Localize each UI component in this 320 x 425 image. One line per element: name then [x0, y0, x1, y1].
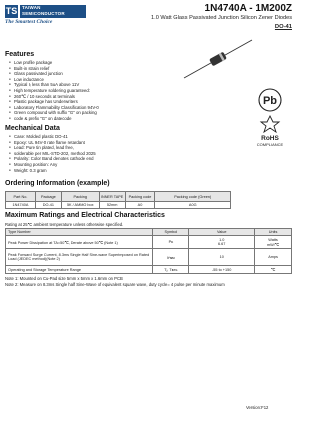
table-row — [6, 202, 231, 209]
list-item: ● Low inductance — [9, 77, 159, 83]
diode-image — [178, 34, 258, 84]
pb-badge-text: Pb — [262, 95, 278, 107]
rating-units — [255, 236, 292, 249]
list-item: ● Epoxy: UL 94V-0 rate flame retardant — [9, 140, 159, 146]
ordering-col-header: Packing — [61, 192, 99, 202]
list-item: ● High temperature soldering guaranteed: — [9, 88, 159, 94]
ratings-col-header: Symbol — [153, 229, 189, 236]
ordering-col-header: Part No. — [6, 192, 36, 202]
ordering-cell: 52mm — [99, 202, 125, 209]
ordering-table — [5, 191, 231, 209]
note-1: Note 1: Mounted on Cu-Pad size 5mm x 5mm x 1.6mm on PCB — [5, 276, 123, 281]
rating-value — [189, 236, 255, 249]
table-row — [6, 266, 292, 274]
ordering-col-header: Package — [35, 192, 61, 202]
note-2: Note 2: Measure on 8.3ms Single half Sine-Wave of equivalent square wave, duty cycle= 4 pulse per minute maximum — [5, 282, 225, 287]
list-item: ● code & prefix "G" on datecode — [9, 116, 159, 122]
pb-free-icon — [259, 89, 281, 111]
company-logo — [5, 4, 125, 34]
list-item: ● Mounting position: Any — [9, 162, 159, 168]
list-item: ● Green compound with suffix "G" on packing — [9, 110, 159, 116]
rating-value-primary: 1.0 — [219, 238, 225, 242]
compliance-badges — [248, 86, 292, 148]
ratings-col-header: Type Number — [6, 229, 153, 236]
rohs-icon — [257, 116, 284, 147]
logo-line-1: TAIWAN — [22, 5, 41, 10]
ordering-cell: A0 — [125, 202, 155, 209]
list-item: ● 260℃ / 10 seconds at terminals — [9, 94, 159, 100]
rohs-subtitle: COMPLIANCE — [256, 142, 284, 147]
rating-value: -55 to +150 — [189, 266, 255, 274]
list-item: ● Glass passivated junction — [9, 71, 159, 77]
rating-units: ℃ — [255, 266, 292, 274]
ordering-heading: Ordering Information (example) — [5, 180, 110, 187]
ratings-col-header: Units — [255, 229, 292, 236]
ordering-cell: A0G — [155, 202, 231, 209]
rating-units-secondary: mW/℃ — [267, 242, 280, 247]
rohs-title: RoHS — [261, 135, 279, 142]
ratings-col-header: Value — [189, 229, 255, 236]
rating-symbol: Tⱼ, Tꜱᴛɢ — [153, 266, 189, 274]
logo-mark: TS — [5, 6, 18, 16]
rating-units: Amps — [255, 249, 292, 266]
rating-parameter: Operating and Storage Temperature Range — [6, 266, 153, 274]
ordering-cell: 1N4740A — [6, 202, 36, 209]
mechanical-list — [9, 134, 159, 173]
list-item: ● Plastic package has Underwriters — [9, 99, 159, 105]
ratings-table — [5, 228, 292, 274]
features-heading: Features — [5, 51, 35, 58]
table-row — [6, 249, 292, 266]
ordering-col-header: Packing code (Green) — [155, 192, 231, 202]
ordering-cell: DO-41 — [35, 202, 61, 209]
list-item: ● Polarity: Color Band denotes cathode end — [9, 156, 159, 162]
page-subtitle: 1.0 Watt Glass Passivated Junction Silicon Zener Diodes — [151, 15, 292, 21]
features-list — [9, 60, 159, 122]
ratings-subheading: Rating at 25℃ ambient temperature unless otherwise specified. — [5, 222, 124, 227]
logo-wordmark — [20, 5, 86, 18]
list-item: ● solderable per MIL-STD-202, method 2025 — [9, 151, 159, 157]
list-item: ● Low profile package — [9, 60, 159, 66]
logo-tagline: The Smartest Choice — [5, 19, 53, 25]
ordering-col-header: INNER TAPE — [99, 192, 125, 202]
ordering-col-header: Packing code — [125, 192, 155, 202]
mechanical-heading: Mechanical Data — [5, 125, 60, 132]
ratings-heading: Maximum Ratings and Electrical Characteristics — [5, 212, 165, 219]
page-title: 1N4740A - 1M200Z — [204, 3, 292, 14]
list-item: ● Built-in strain relief — [9, 66, 159, 72]
rating-parameter: Peak Forward Surge Current, 8.3ms Single Half Sine-wave Superimposed on Rated Load (JEDEC method)(Note 2) — [6, 249, 153, 266]
rating-units-primary: Watts — [268, 237, 278, 242]
ordering-cell: 5K / AMMO box — [61, 202, 99, 209]
package-label: DO-41 — [274, 24, 292, 30]
rating-symbol: Pᴅ — [153, 236, 189, 249]
rating-value: 10 — [189, 249, 255, 266]
list-item: ● Case: Molded plastic DO-41 — [9, 134, 159, 140]
list-item: ● Lead: Pure tin plated, lead free, — [9, 145, 159, 151]
rating-value-secondary: 6.67 — [218, 242, 226, 246]
rating-parameter: Peak Power Dissipation at TA=50℃, Derate above 50℃ (Note 1) — [6, 236, 153, 249]
logo-line-2: SEMICONDUCTOR — [22, 11, 65, 16]
table-row — [6, 236, 292, 249]
list-item: ● Laboratory Flammability Classification 94V-0 — [9, 105, 159, 111]
list-item: ● Weight: 0.3 gram — [9, 168, 159, 174]
rating-symbol: Iꜰꜱᴍ — [153, 249, 189, 266]
version-label: Version:F12 — [246, 405, 269, 410]
list-item: ● Typical Iᵣ less than 5uA above 11V — [9, 82, 159, 88]
